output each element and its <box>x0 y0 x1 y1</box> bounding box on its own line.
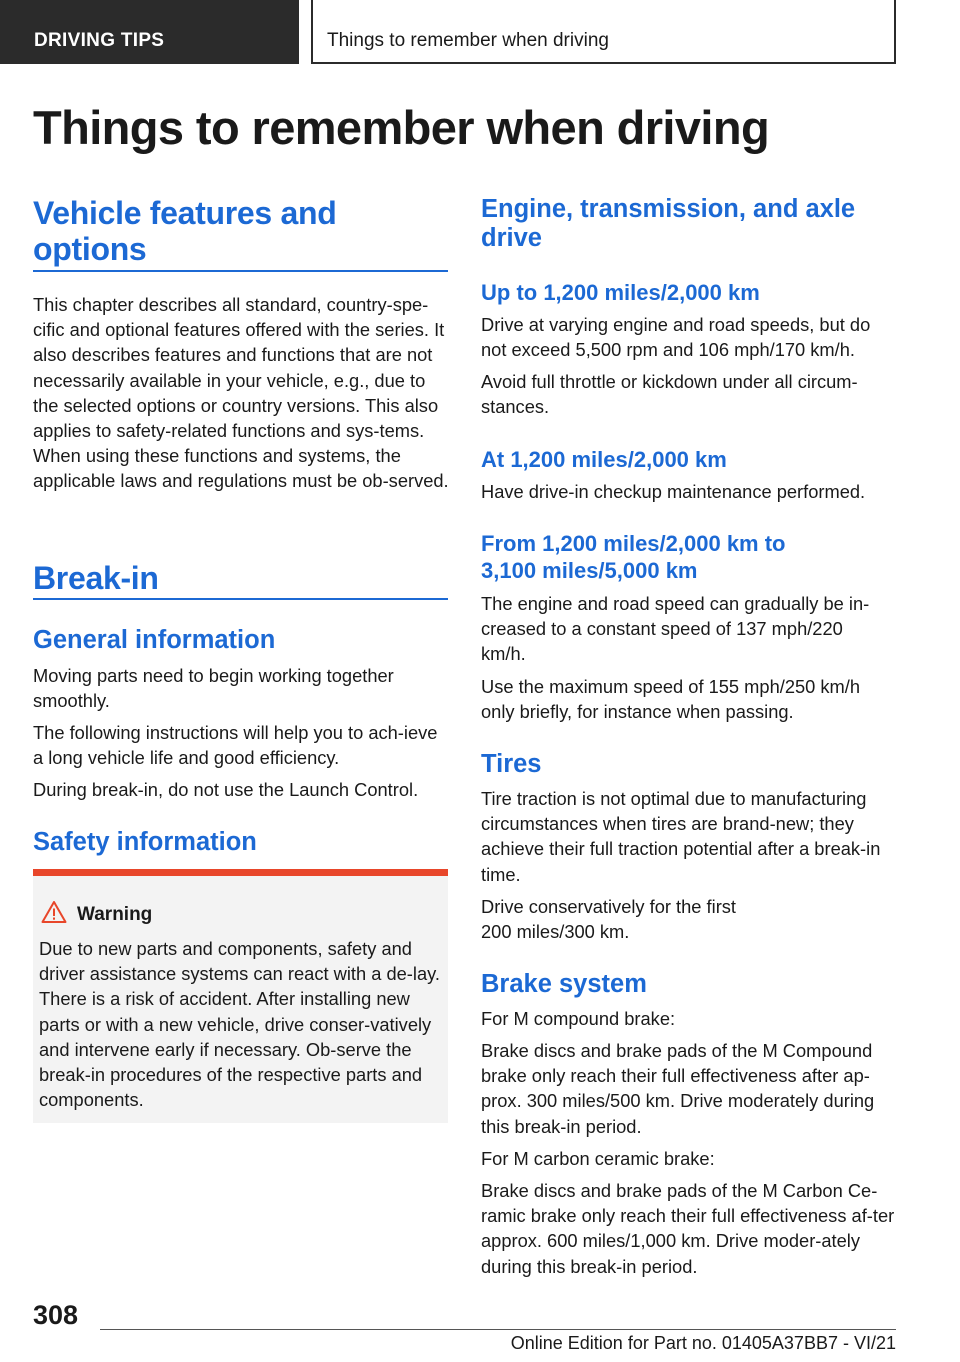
header-topic-label: Things to remember when driving <box>311 0 896 64</box>
at-1200-p1: Have drive-in checkup maintenance performed. <box>481 481 866 502</box>
warning-triangle-icon <box>41 900 67 924</box>
warning-text: Due to new parts and components, safety and driver assistance systems can react with a de-lay. There is a risk of accident. After installing new parts or with a new vehicle, drive conser-vatively and intervene early if necessary. Ob-serve the break-in procedures of the respective parts and components. <box>39 938 440 1111</box>
footer-edition-text: Online Edition for Part no. 01405A37BB7 - VI/21 <box>510 1333 896 1353</box>
brake-system-heading: Brake system <box>481 970 647 998</box>
tires-p2: Drive conservatively for the first 200 miles/300 km. <box>481 896 737 943</box>
footer-rule <box>100 1329 896 1330</box>
from-1200-heading-line1: From 1,200 miles/2,000 km to <box>481 531 786 556</box>
from-1200-heading-line2: 3,100 miles/5,000 km <box>481 558 698 583</box>
header-section-label: DRIVING TIPS <box>0 0 299 64</box>
general-information-p2: The following instructions will help you to ach-ieve a long vehicle life and good efficiency. <box>33 722 438 769</box>
vehicle-features-text: This chapter describes all standard, country-spe-cific and optional features offered with the series. It also describes features and functions that are not necessarily available in your vehicle, e.g., due to the selected options or country versions. This also applies to safety-related functions and sys-tems. When using these functions and systems, the applicable laws and regulations must be ob-served. <box>33 294 449 492</box>
engine-heading-line2: drive <box>481 224 542 252</box>
vehicle-features-rule <box>33 270 448 272</box>
warning-title: Warning <box>77 904 153 925</box>
safety-information-heading: Safety information <box>33 828 257 856</box>
up-to-1200-heading: Up to 1,200 miles/2,000 km <box>481 280 760 305</box>
tires-heading: Tires <box>481 750 542 778</box>
break-in-rule <box>33 598 448 600</box>
brake-p1: For M compound brake: <box>481 1008 676 1029</box>
from-1200-p2: Use the maximum speed of 155 mph/250 km/h only briefly, for instance when passing. <box>481 676 861 723</box>
tires-p1: Tire traction is not optimal due to manufacturing circumstances when tires are brand-new; they achieve their full traction potential after a break-in time. <box>481 788 881 885</box>
vehicle-features-heading-line1: Vehicle features and <box>33 195 337 231</box>
up-to-1200-p1: Drive at varying engine and road speeds, but do not exceed 5,500 rpm and 106 mph/170 km/h. <box>481 314 871 361</box>
page-title: Things to remember when driving <box>33 101 770 154</box>
brake-p2: Brake discs and brake pads of the M Compound brake only reach their full effectiveness after ap-prox. 300 miles/500 km. Drive moderately during this break-in period. <box>481 1040 875 1137</box>
brake-p3: For M carbon ceramic brake: <box>481 1148 715 1169</box>
up-to-1200-p2: Avoid full throttle or kickdown under all circum-stances. <box>481 371 858 418</box>
general-information-p3: During break-in, do not use the Launch Control. <box>33 779 419 800</box>
vehicle-features-heading-line2: options <box>33 231 147 267</box>
page-number: 308 <box>33 1300 79 1330</box>
general-information-heading: General information <box>33 626 276 654</box>
from-1200-p1: The engine and road speed can gradually be in-creased to a constant speed of 137 mph/220 km/h. <box>481 593 870 665</box>
brake-p4: Brake discs and brake pads of the M Carbon Ce-ramic brake only reach their full effectiveness af-ter approx. 600 miles/1,000 km. Drive moder-ately during this break-in period. <box>481 1180 895 1277</box>
general-information-p1: Moving parts need to begin working together smoothly. <box>33 665 394 712</box>
warning-box <box>33 869 448 1123</box>
break-in-heading: Break-in <box>33 560 159 596</box>
at-1200-heading: At 1,200 miles/2,000 km <box>481 447 727 472</box>
engine-heading-line1: Engine, transmission, and axle <box>481 195 856 223</box>
